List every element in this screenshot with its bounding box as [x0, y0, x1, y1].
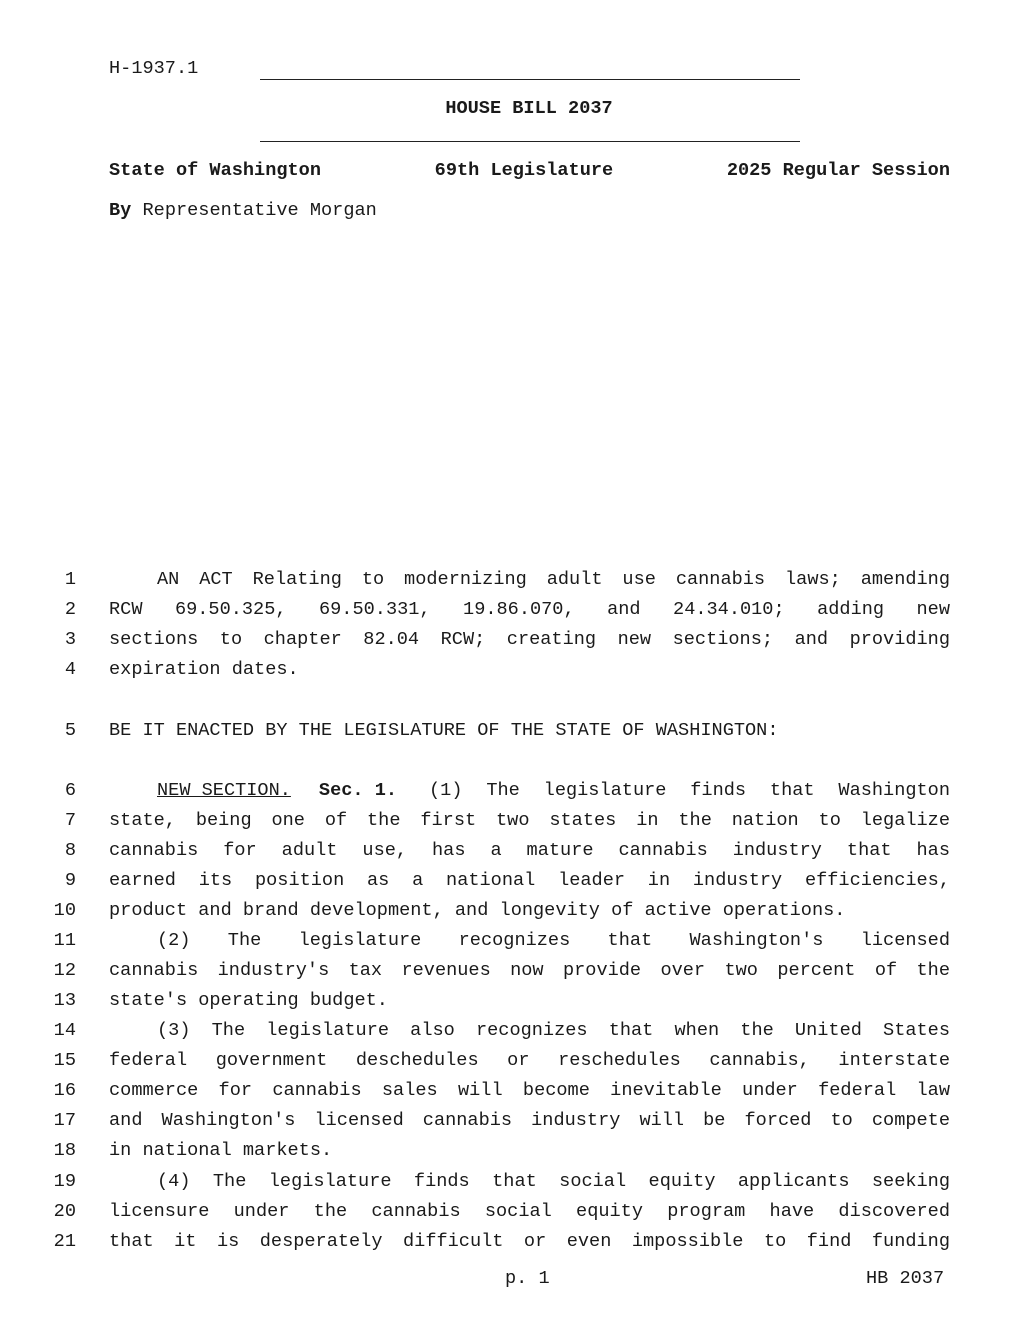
- body-line: (2) The legislature recognizes that Washington's licensed: [157, 930, 950, 951]
- document-id: H-1937.1: [109, 58, 199, 79]
- line-number: 7: [64, 810, 76, 831]
- line-number: 9: [64, 870, 76, 891]
- body-line: (4) The legislature finds that social equity applicants seeking: [157, 1171, 950, 1192]
- body-line: state, being one of the first two states in the nation to legalize: [109, 810, 950, 831]
- body-line: expiration dates.: [109, 659, 299, 680]
- body-line: cannabis for adult use, has a mature cannabis industry that has: [109, 840, 950, 861]
- line-number: 16: [53, 1080, 76, 1101]
- body-line: earned its position as a national leader in industry efficiencies,: [109, 870, 950, 891]
- line-number: 5: [64, 720, 76, 741]
- session-label: 2025 Regular Session: [726, 160, 950, 181]
- body-line: state's operating budget.: [109, 990, 388, 1011]
- line-number: 14: [53, 1020, 76, 1041]
- line-number: 20: [53, 1201, 76, 1222]
- line-number: 13: [53, 990, 76, 1011]
- bill-meta-row: [109, 160, 950, 181]
- line-number: 3: [64, 629, 76, 650]
- section-number: Sec. 1.: [318, 780, 398, 801]
- line-number: 1: [64, 569, 76, 590]
- line-number: 6: [64, 780, 76, 801]
- body-line: and Washington's licensed cannabis industry will be forced to compete: [109, 1110, 950, 1131]
- title-rule-bottom: [260, 141, 800, 142]
- state-label: State of Washington: [109, 160, 322, 181]
- body-line: commerce for cannabis sales will become inevitable under federal law: [109, 1080, 950, 1101]
- sponsor-line: [109, 200, 377, 221]
- line-number: 2: [64, 599, 76, 620]
- legislature-label: 69th Legislature: [434, 160, 614, 181]
- bill-title: HOUSE BILL 2037: [445, 98, 613, 119]
- body-line: (1) The legislature finds that Washington: [429, 780, 950, 801]
- body-line: cannabis industry's tax revenues now provide over two percent of the: [109, 960, 950, 981]
- body-line: sections to chapter 82.04 RCW; creating new sections; and providing: [109, 629, 950, 650]
- body-line: in national markets.: [109, 1140, 333, 1161]
- line-number: 11: [53, 930, 76, 951]
- body-line: (3) The legislature also recognizes that when the United States: [157, 1020, 950, 1041]
- line-number: 15: [53, 1050, 76, 1071]
- line-number: 8: [64, 840, 76, 861]
- body-line: federal government deschedules or reschedules cannabis, interstate: [109, 1050, 950, 1071]
- line-number: 19: [53, 1171, 76, 1192]
- line-number: 18: [53, 1140, 76, 1161]
- body-line: that it is desperately difficult or even impossible to find funding: [109, 1231, 950, 1252]
- line-number: 10: [53, 900, 76, 921]
- sponsor-name: Representative Morgan: [142, 200, 377, 221]
- body-line: AN ACT Relating to modernizing adult use cannabis laws; amending: [157, 569, 950, 590]
- enacting-clause: BE IT ENACTED BY THE LEGISLATURE OF THE STATE OF WASHINGTON:: [109, 720, 779, 741]
- body-line: product and brand development, and longevity of active operations.: [109, 900, 846, 921]
- line-number: 4: [64, 659, 76, 680]
- body-line: licensure under the cannabis social equity program have discovered: [109, 1201, 950, 1222]
- body-line: RCW 69.50.325, 69.50.331, 19.86.070, and 24.34.010; adding new: [109, 599, 950, 620]
- line-number: 17: [53, 1110, 76, 1131]
- section-heading-line: [109, 780, 950, 801]
- title-rule-top: [260, 79, 800, 80]
- footer-bill-id: HB 2037: [866, 1268, 945, 1289]
- line-number: 12: [53, 960, 76, 981]
- new-section-label: NEW SECTION.: [157, 780, 291, 801]
- line-number: 21: [53, 1231, 76, 1252]
- page-number: p. 1: [505, 1268, 550, 1289]
- sponsor-prefix: By: [109, 200, 132, 221]
